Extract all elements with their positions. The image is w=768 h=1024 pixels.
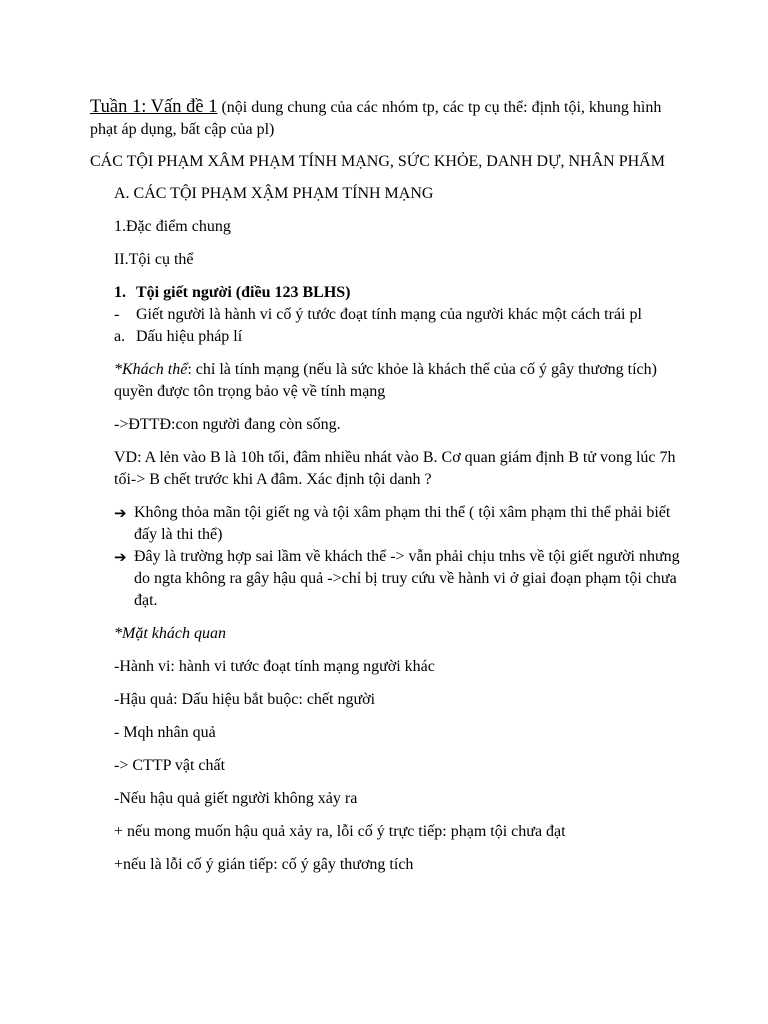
alpha-list-item xyxy=(90,326,680,348)
arrow-list-item xyxy=(90,546,680,612)
part-a-heading: A. CÁC TỘI PHẠM XẬM PHẠM TÍNH MẠNG xyxy=(114,185,434,202)
example-paragraph: VD: A lẻn vào B là 10h tối, đâm nhiều nhát vào B. Cơ quan giám định B tử vong lúc 7h tối-> B chết trước khi A đâm. Xác định tội danh ? xyxy=(114,449,676,488)
numbered-list-item xyxy=(90,282,680,304)
document-title: Tuần 1: Vấn đề 1 xyxy=(90,97,218,117)
section-heading: CÁC TỘI PHẠM XÂM PHẠM TÍNH MẠNG, SỨC KHỎE, DANH DỰ, NHÂN PHẨM xyxy=(90,153,665,170)
arrow-list-item xyxy=(90,502,680,546)
text-line: + nếu mong muốn hậu quả xảy ra, lỗi cố ý trực tiếp: phạm tội chưa đạt xyxy=(114,823,566,840)
crime-definition: Giết người là hành vi cố ý tước đoạt tính mạng của người khác một cách trái pl xyxy=(136,306,642,323)
list-marker: 1. xyxy=(114,284,126,301)
general-features-heading: 1.Đặc điểm chung xyxy=(114,218,231,235)
text-line: -> CTTP vật chất xyxy=(114,757,226,774)
document-page xyxy=(90,96,680,887)
mat-khach-quan-heading: *Mặt khách quan xyxy=(114,625,226,642)
text-line: -Hành vi: hành vi tước đoạt tính mạng người khác xyxy=(114,658,435,675)
legal-signs-heading: Dấu hiệu pháp lí xyxy=(136,328,243,345)
text-line: +nếu là lỗi cố ý gián tiếp: cố ý gây thương tích xyxy=(114,856,414,873)
khach-the-label: *Khách thể xyxy=(114,361,188,378)
right-arrow-icon: ➔ xyxy=(114,548,127,566)
specific-crimes-heading: II.Tội cụ thể xyxy=(114,251,194,268)
dash-marker: - xyxy=(114,306,120,323)
text-line: -Nếu hậu quả giết người không xảy ra xyxy=(114,790,358,807)
right-arrow-icon: ➔ xyxy=(114,504,127,522)
document-title-line xyxy=(90,96,680,141)
alpha-marker: a. xyxy=(114,328,126,345)
dash-list-item xyxy=(90,304,680,326)
arrow-item-text: Không thỏa mãn tội giết ng và tội xâm phạm thi thể ( tội xâm phạm thi thể phải biết đấy là thi thể) xyxy=(134,504,671,543)
khach-the-paragraph xyxy=(90,359,680,403)
text-line: - Mqh nhân quả xyxy=(114,724,216,741)
crime-heading: Tội giết người (điều 123 BLHS) xyxy=(136,284,351,301)
khach-the-text: : chỉ là tính mạng (nếu là sức khỏe là khách thể của cố ý gây thương tích) quyền được tôn trọng bảo vệ về tính mạng xyxy=(114,361,657,400)
arrow-item-text: Đây là trường hợp sai lầm về khách thể -> vẫn phải chịu tnhs về tội giết người nhưng do ngta không ra gây hậu quả ->chỉ bị truy cứu về hành vi ở giai đoạn phạm tội chưa đạt. xyxy=(134,548,680,609)
text-line: -Hậu quả: Dấu hiệu bắt buộc: chết người xyxy=(114,691,376,708)
document-title-note: (nội dung chung của các nhóm tp, các tp cụ thể: định tội, khung hình phạt áp dụng, bất cập của pl) xyxy=(90,99,662,138)
dttd-line: ->ĐTTĐ:con người đang còn sống. xyxy=(114,416,341,433)
